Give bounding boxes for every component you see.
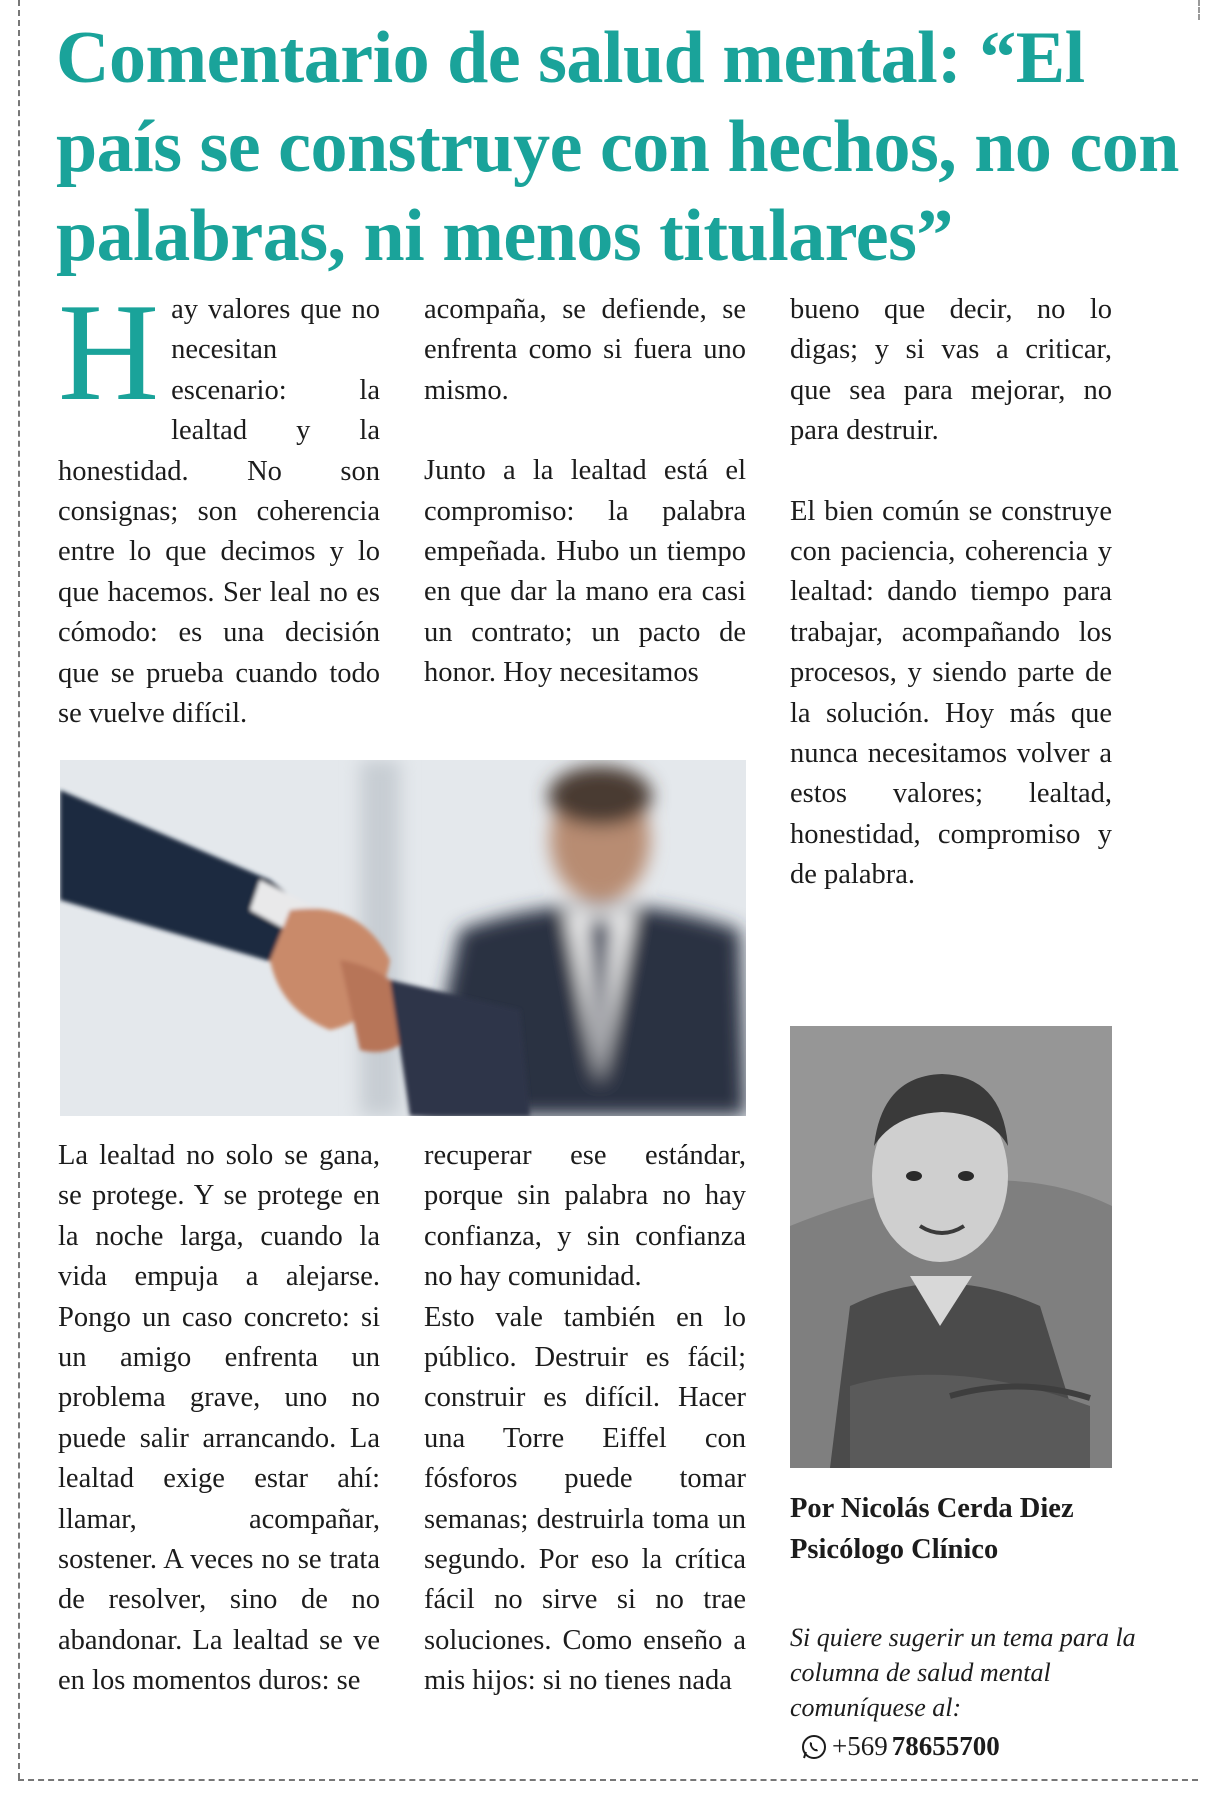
paragraph-intro <box>58 275 380 734</box>
column-1-top <box>58 275 380 734</box>
author-portrait <box>790 1026 1112 1468</box>
paragraph: acompaña, se defiende, se enfrenta como si fuera uno mismo. <box>424 294 746 406</box>
portrait-illustration <box>790 1026 1112 1468</box>
paragraph: recuperar ese estándar, porque sin palabra no hay confianza, y sin confianza no hay comunidad. <box>424 1140 746 1293</box>
phone-number: 78655700 <box>891 1731 1000 1761</box>
column-1-bottom <box>58 1136 380 1702</box>
column-2-top <box>424 290 746 694</box>
contact-note: Si quiere sugerir un tema para la columna de salud mental comuníquese al: <box>790 1623 1136 1722</box>
article-headline: Comentario de salud mental: “El país se construye con hechos, no con palabras, ni menos titulares” <box>56 17 1179 277</box>
paragraph: Esto vale también en lo público. Destruir es fácil; construir es difícil. Hacer una Torre Eiffel con fósforos puede tomar semanas; destruirla toma un segundo. Por eso la crítica fácil no sirve si no trae soluciones. Como enseño a mis hijos: si no tienes nada <box>424 1301 746 1697</box>
column-3 <box>790 290 1112 896</box>
page-border-bottom <box>18 1779 1198 1781</box>
handshake-illustration <box>60 760 746 1116</box>
author-name: Por Nicolás Cerda Diez <box>790 1493 1074 1524</box>
handshake-photo <box>60 760 746 1116</box>
whatsapp-icon <box>800 1733 828 1761</box>
page-border-left <box>18 0 20 1779</box>
column-2-bottom <box>424 1136 746 1702</box>
paragraph: bueno que decir, no lo digas; y si vas a criticar, que sea para mejorar, no para destruir. <box>790 294 1112 447</box>
paragraph: El bien común se construye con paciencia, coherencia y lealtad: dando tiempo para trabajar, acompañando los procesos, y siendo parte de la solución. Hoy más que nunca necesitamos volver a estos valores; lealtad, honestidad, compromiso y de palabra. <box>790 495 1112 891</box>
phone-prefix: +569 <box>832 1731 888 1761</box>
paragraph: La lealtad no solo se gana, se protege. Y se protege en la noche larga, cuando la vida empuja a alejarse. Pongo un caso concreto: si un amigo enfrenta un problema grave, uno no puede salir arrancando. La lealtad exige estar ahí: llamar, acompañar, sostener. A veces no se trata de resolver, sino de no abandonar. La lealtad se ve en los momentos duros: se <box>58 1140 380 1697</box>
paragraph: Junto a la lealtad está el compromiso: la palabra empeñada. Hubo un tiempo en que dar la mano era casi un contrato; un pacto de honor. Hoy necesitamos <box>424 455 746 689</box>
phone-contact[interactable] <box>800 1731 1000 1762</box>
page-border-right <box>1198 0 1200 20</box>
drop-cap: H <box>58 275 160 430</box>
author-role: Psicólogo Clínico <box>790 1534 999 1565</box>
author-block <box>790 1488 1150 1570</box>
intro-text: ay valores que no necesitan escenario: la lealtad y la honestidad. No son consignas; son coherencia entre lo que decimos y lo que hacemos. Ser leal no es cómodo: es una decisión que se prueba cuando todo se vuelve difícil. <box>58 294 380 730</box>
